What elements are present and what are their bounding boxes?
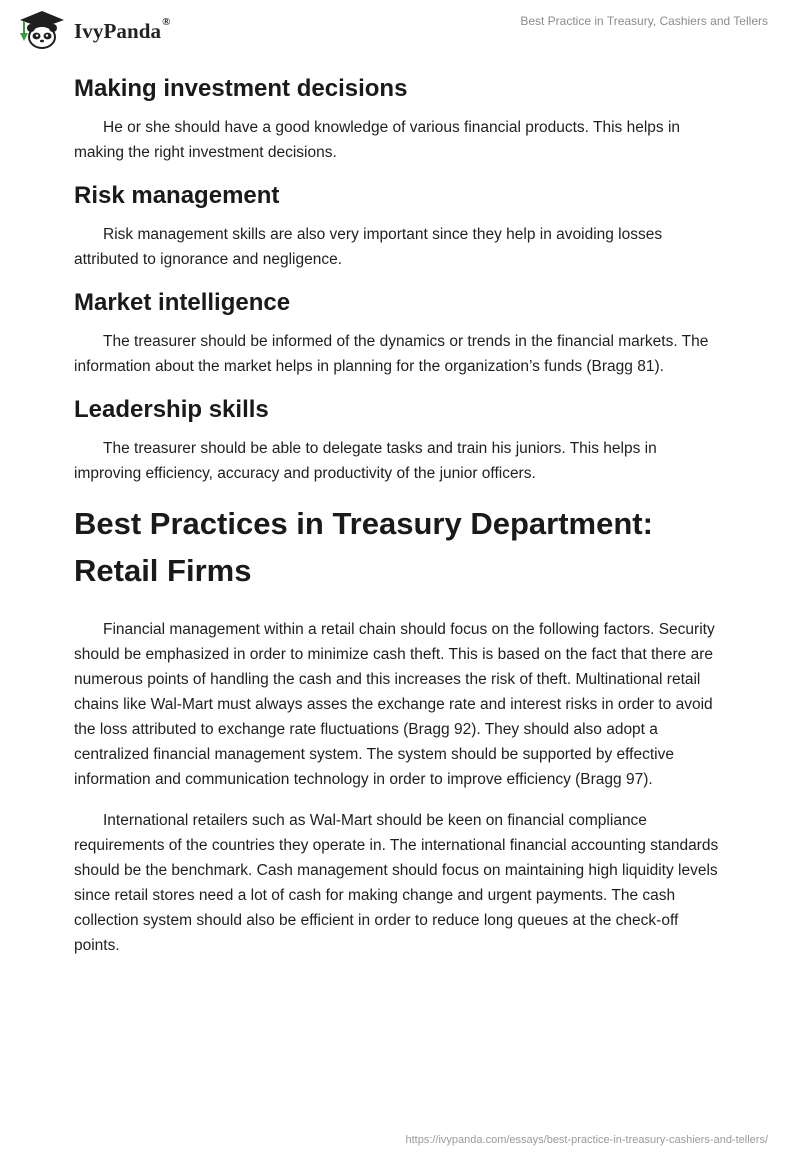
logo-wordmark: IvyPanda® [74, 15, 171, 43]
ivypanda-logo[interactable] [16, 9, 171, 49]
section-heading-investment: Making investment decisions [74, 75, 408, 102]
document-title: Best Practice in Treasury, Cashiers and Tellers [520, 14, 768, 28]
paragraph-risk: Risk management skills are also very important since they help in avoiding losses attributed to ignorance and negligence. [74, 226, 663, 268]
page-header [0, 0, 800, 64]
paragraph-leadership: The treasurer should be able to delegate tasks and train his juniors. This helps in improving efficiency, accuracy and productivity of the junior officers. [74, 440, 657, 482]
section-heading-risk: Risk management [74, 182, 280, 209]
section-heading-market: Market intelligence [74, 289, 291, 316]
main-section-heading: Best Practices in Treasury Department: Retail Firms [74, 506, 653, 588]
paragraph-retail-2: International retailers such as Wal-Mart should be keen on financial compliance requirements of the countries they operate in. The international financial accounting standards should be the benchmark. Cash management should focus on maintaining high liquidity levels since retail stores need a lot of cash for making change and urgent payments. The cash collection system should also be efficient in order to reduce long queues at the check-off points. [74, 812, 719, 954]
paragraph-retail-1: Financial management within a retail chain should focus on the following factors. Security should be emphasized in order to minimize cash theft. This is based on the fact that there are numerous points of handling the cash and this increases the risk of theft. Multinational retail chains like Wal-Mart must always asses the exchange rate and interest risks in order to avoid the loss attributed to exchange rate fluctuations (Bragg 92). They should also adopt a centralized financial management system. The system should be supported by effective information and communication technology in order to improve efficiency (Bragg 97). [74, 621, 715, 788]
paragraph-investment: He or she should have a good knowledge of various financial products. This helps in making the right investment decisions. [74, 119, 681, 161]
footer-url-link[interactable]: https://ivypanda.com/essays/best-practice-in-treasury-cashiers-and-tellers/ [405, 1134, 768, 1146]
registered-mark: ® [162, 15, 171, 28]
paragraph-market: The treasurer should be informed of the dynamics or trends in the financial markets. The information about the market helps in planning for the organization’s funds (Bragg 81). [74, 333, 709, 375]
panda-graduate-logo-icon [16, 9, 68, 49]
essay-content [74, 72, 728, 958]
section-heading-leadership: Leadership skills [74, 396, 269, 423]
